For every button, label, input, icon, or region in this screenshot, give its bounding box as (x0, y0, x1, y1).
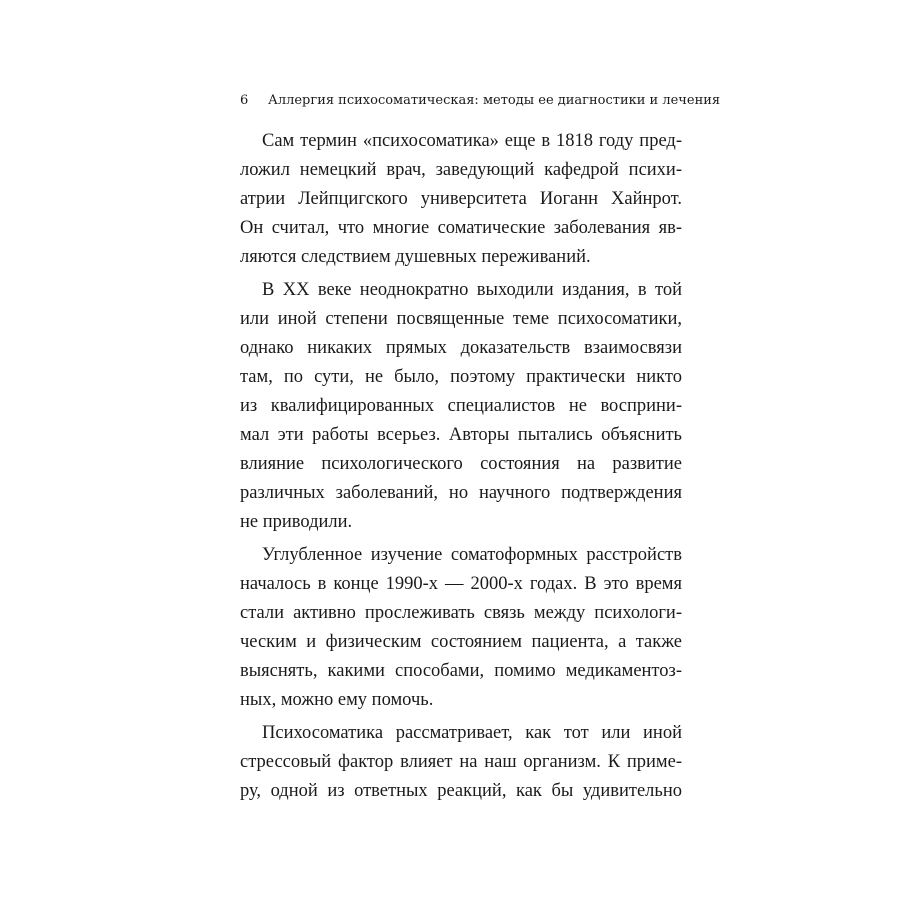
body-text (240, 127, 682, 806)
page-number: 6 (240, 93, 249, 108)
running-head (240, 92, 721, 110)
text-line: влияние психологического состояния на развитие (240, 454, 682, 474)
paragraph (240, 719, 682, 806)
text-line: ческим и физическим состоянием пациента, а также (240, 632, 682, 652)
text-line: ных, можно ему помочь. (240, 690, 434, 710)
text-line: различных заболеваний, но научного подтверждения (240, 483, 682, 503)
text-line: там, по сути, не было, поэтому практически никто (240, 367, 682, 387)
paragraph (240, 541, 682, 715)
text-line: Психосоматика рассматривает, как тот или иной (262, 723, 682, 743)
text-line: стрессовый фактор влияет на наш организм. К приме- (240, 752, 682, 772)
text-line: стали активно прослеживать связь между психологи- (240, 603, 682, 623)
text-line: Углубленное изучение соматоформных расстройств (262, 545, 682, 565)
text-line: или иной степени посвященные теме психосоматики, (240, 309, 682, 329)
running-head-title: Аллергия психосоматическая: методы ее диагностики и лечения (268, 93, 721, 108)
text-line: Он считал, что многие соматические заболевания яв- (240, 218, 682, 238)
text-line: Сам термин «психосоматика» еще в 1818 году пред- (262, 131, 682, 151)
text-line: началось в конце 1990-х — 2000-х годах. В это время (240, 574, 682, 594)
text-line: ру, одной из ответных реакций, как бы удивительно (240, 781, 682, 801)
paragraph (240, 127, 682, 272)
text-line: однако никаких прямых доказательств взаимосвязи (240, 338, 682, 358)
paragraph (240, 276, 682, 537)
text-line: из квалифицированных специалистов не восприни- (240, 396, 682, 416)
text-line: атрии Лейпцигского университета Иоганн Хайнрот. (240, 189, 682, 209)
text-line: не приводили. (240, 512, 353, 532)
text-line: В XX веке неоднократно выходили издания, в той (262, 280, 682, 300)
text-line: выяснять, какими способами, помимо медикаментоз- (240, 661, 682, 681)
text-line: мал эти работы всерьез. Авторы пытались объяснить (240, 425, 682, 445)
text-line: ляются следствием душевных переживаний. (240, 247, 591, 267)
text-line: ложил немецкий врач, заведующий кафедрой психи- (240, 160, 682, 180)
